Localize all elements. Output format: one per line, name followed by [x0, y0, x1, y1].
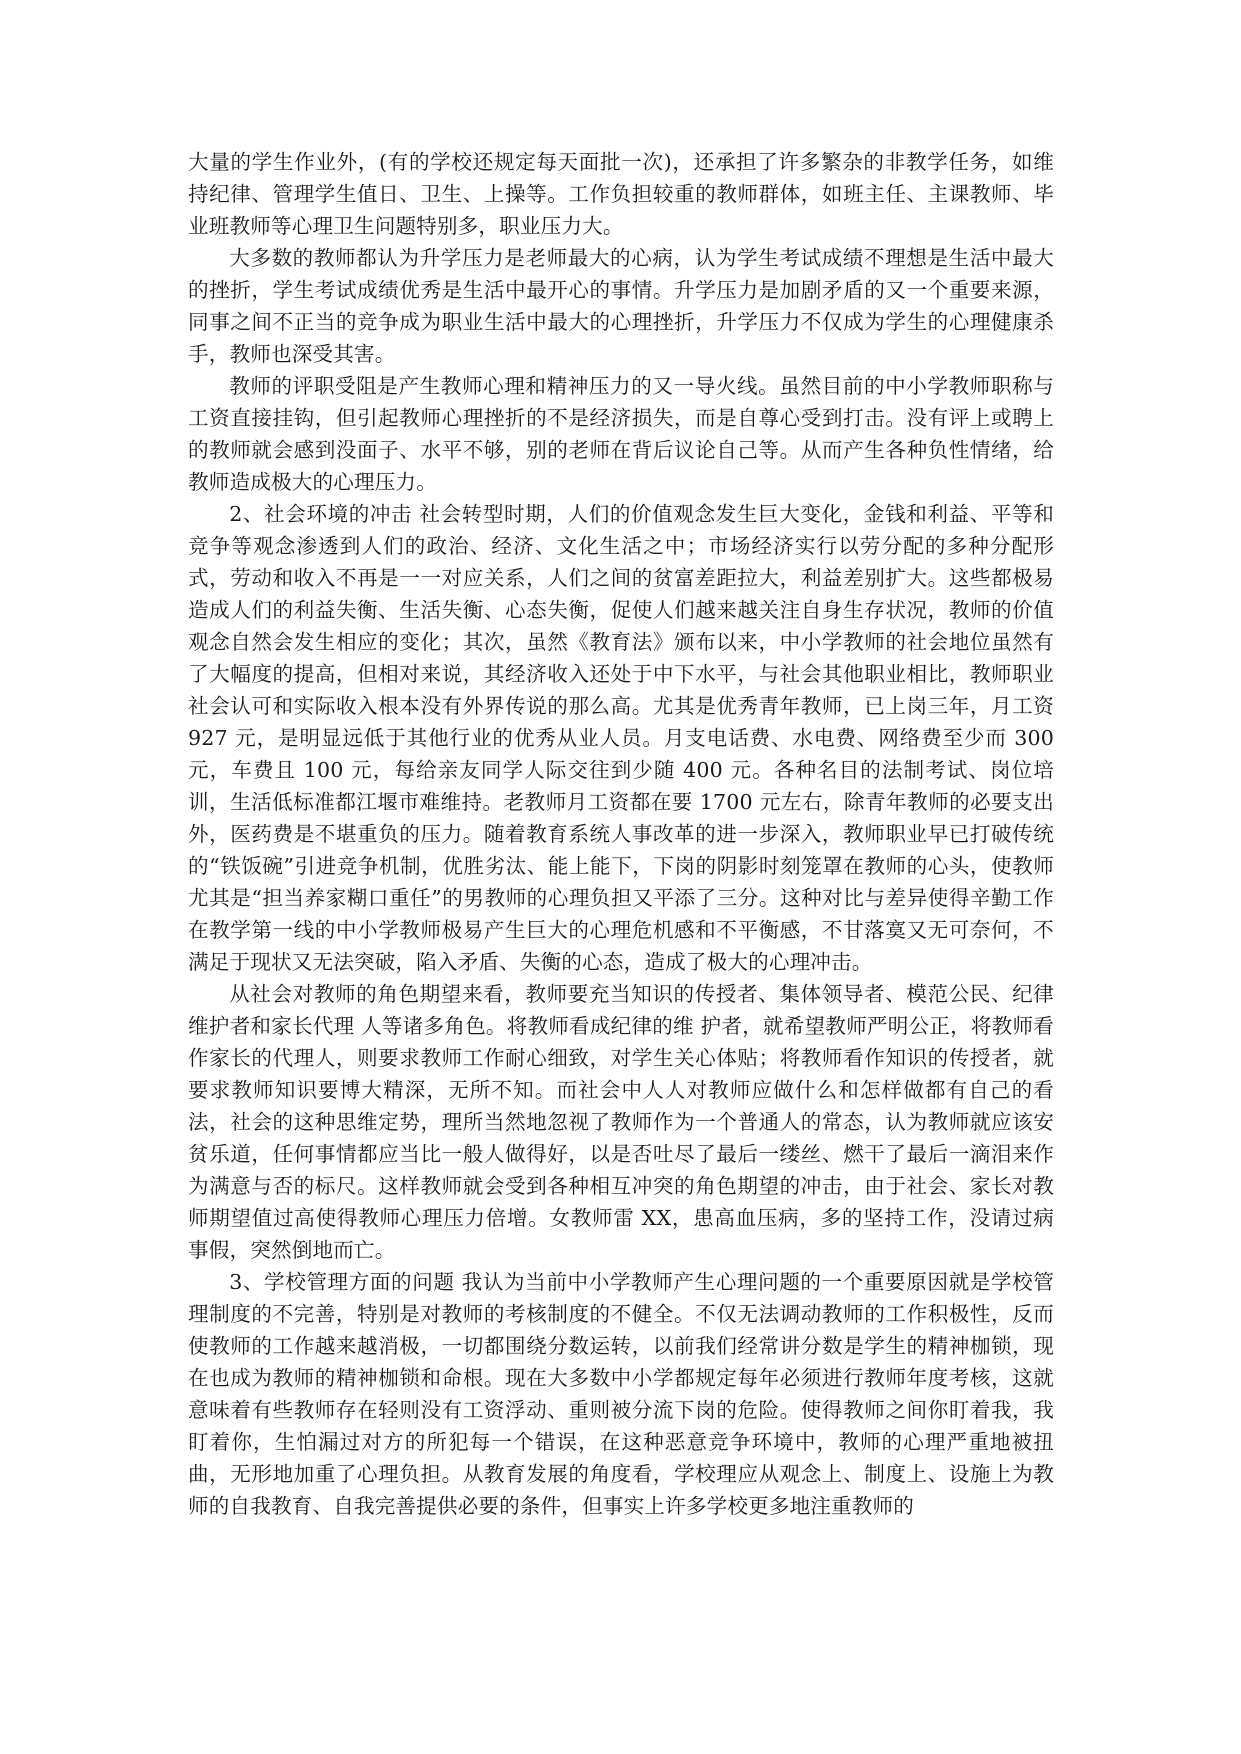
- paragraph-social-environment: 2、社会环境的冲击 社会转型时期，人们的价值观念发生巨大变化，金钱和利益、平等和竞争等观念渗透到人们的政治、经济、文化生活之中；市场经济实行以劳分配的多种分配形式，劳动和收入不再是一一对应关系，人们之间的贫富差距拉大，利益差别扩大。这些都极易造成人们的利益失衡、生活失衡、心态失衡，促使人们越来越关注自身生存状况，教师的价值观念自然会发生相应的变化；其次，虽然《教育法》颁布以来，中小学教师的社会地位虽然有了大幅度的提高，但相对来说，其经济收入还处于中下水平，与社会其他职业相比，教师职业社会认可和实际收入根本没有外界传说的那么高。尤其是优秀青年教师，已上岗三年，月工资 927 元，是明显远低于其他行业的优秀从业人员。月支电话费、水电费、网络费至少而 300 元，车费且 100 元，每给亲友同学人际交往到少随 400 元。各种名目的法制考试、岗位培训，生活低标准都江堰市难维持。老教师月工资都在要 1700 元左右，除青年教师的必要支出外，医药费是不堪重负的压力。随着教育系统人事改革的进一步深入，教师职业早已打破传统的“铁饭碗”引进竞争机制，优胜劣汰、能上能下，下岗的阴影时刻笼罩在教师的心头，使教师尤其是“担当养家糊口重任”的男教师的心理负担又平添了三分。这种对比与差异使得辛勤工作在教学第一线的中小学教师极易产生巨大的心理危机感和不平衡感，不甘落寞又无可奈何，不满足于现状又无法突破，陷入矛盾、失衡的心态，造成了极大的心理冲击。: [188, 502, 1054, 974]
- paragraph-workload: 大量的学生作业外，(有的学校还规定每天面批一次)，还承担了许多繁杂的非教学任务，如维持纪律、管理学生值日、卫生、上操等。工作负担较重的教师群体，如班主任、主课教师、毕业班教师等心理卫生问题特别多，职业压力大。: [188, 150, 1054, 238]
- paragraph-school-management: 3、学校管理方面的问题 我认为当前中小学教师产生心理问题的一个重要原因就是学校管理制度的不完善，特别是对教师的考核制度的不健全。不仅无法调动教师的工作积极性，反而使教师的工作越来越消极，一切都围绕分数运转，以前我们经常讲分数是学生的精神枷锁，现在也成为教师的精神枷锁和命根。现在大多数中小学都规定每年必须进行教师年度考核，这就意味着有些教师存在轻则没有工资浮动、重则被分流下岗的危险。使得教师之间你盯着我，我盯着你，生怕漏过对方的所犯每一个错误，在这种恶意竞争环境中，教师的心理严重地被扭曲，无形地加重了心理负担。从教育发展的角度看，学校理应从观念上、制度上、设施上为教师的自我教育、自我完善提供必要的条件，但事实上许多学校更多地注重教师的: [188, 1270, 1054, 1518]
- document-body: [188, 146, 1054, 1522]
- paragraph-role-expectation: 从社会对教师的角色期望来看，教师要充当知识的传授者、集体领导者、模范公民、纪律维护者和家长代理 人等诸多角色。将教师看成纪律的维 护者，就希望教师严明公正，将教师看作家长的代理人，则要求教师工作耐心细致，对学生关心体贴；将教师看作知识的传授者，就要求教师知识要博大精深，无所不知。而社会中人人对教师应做什么和怎样做都有自己的看法，社会的这种思维定势，理所当然地忽视了教师作为一个普通人的常态，认为教师就应该安贫乐道，任何事情都应当比一般人做得好，以是否吐尽了最后一缕丝、燃干了最后一滴泪来作为满意与否的标尺。这样教师就会受到各种相互冲突的角色期望的冲击，由于社会、家长对教师期望值过高使得教师心理压力倍增。女教师雷 XX，患高血压病，多的坚持工作，没请过病事假，突然倒地而亡。: [188, 982, 1054, 1262]
- paragraph-exam-pressure: 大多数的教师都认为升学压力是老师最大的心病，认为学生考试成绩不理想是生活中最大的挫折，学生考试成绩优秀是生活中最开心的事情。升学压力是加剧矛盾的又一个重要来源，同事之间不正当的竞争成为职业生活中最大的心理挫折，升学压力不仅成为学生的心理健康杀手，教师也深受其害。: [188, 246, 1054, 366]
- paragraph-title-evaluation: 教师的评职受阻是产生教师心理和精神压力的又一导火线。虽然目前的中小学教师职称与工资直接挂钩，但引起教师心理挫折的不是经济损失，而是自尊心受到打击。没有评上或聘上的教师就会感到没面子、水平不够，别的老师在背后议论自己等。从而产生各种负性情绪，给教师造成极大的心理压力。: [188, 374, 1054, 494]
